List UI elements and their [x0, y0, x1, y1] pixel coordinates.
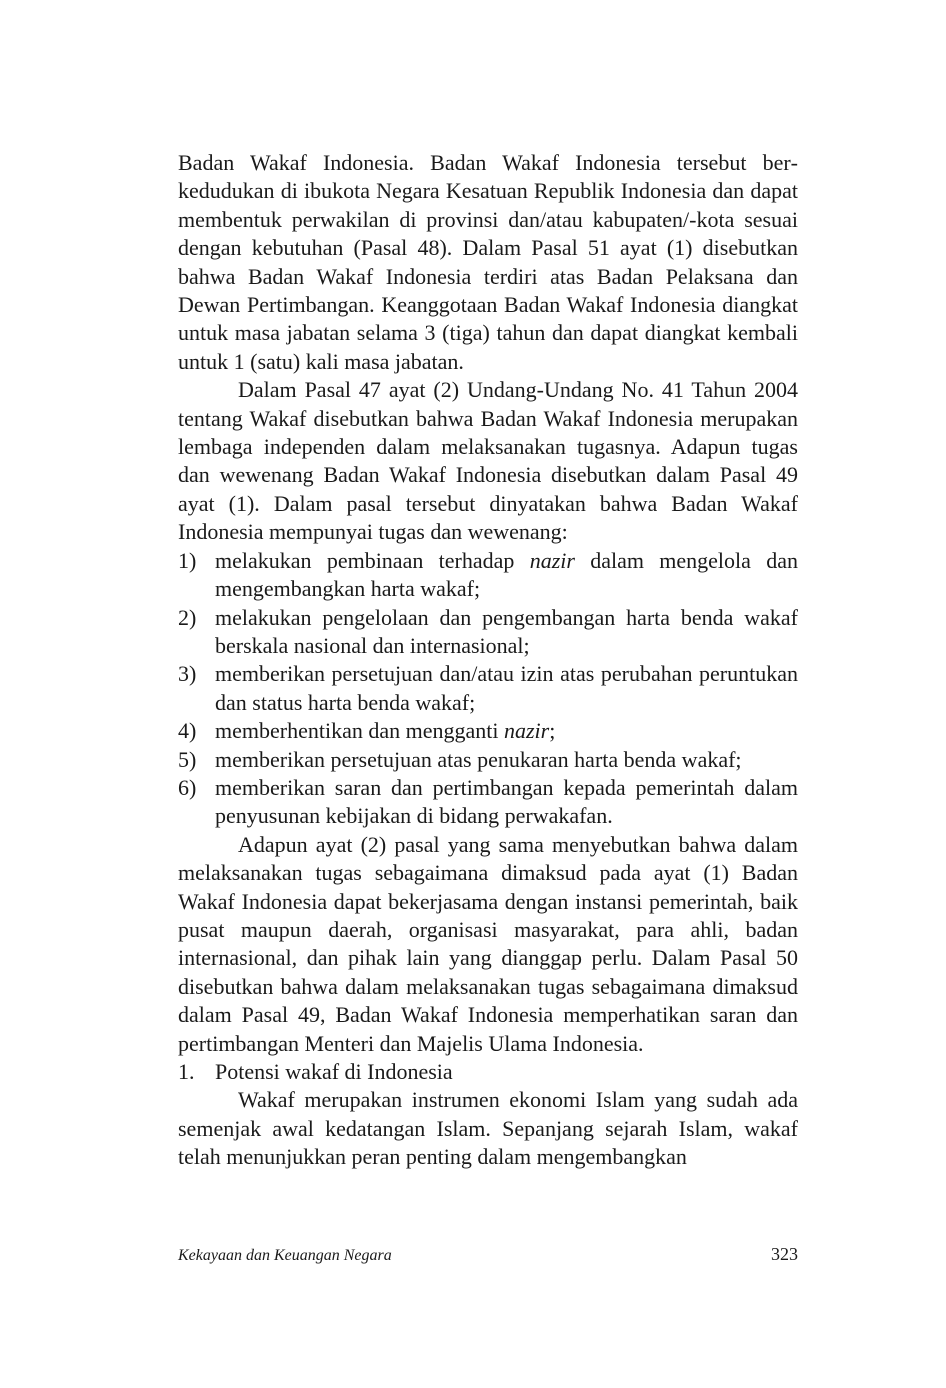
list-item: [178, 604, 798, 661]
list-item-text: memberikan persetujuan dan/atau izin atas perubahan peruntukan dan status harta benda wakaf;: [215, 661, 798, 715]
paragraph-2: Dalam Pasal 47 ayat (2) Undang-Undang No. 41 Tahun 2004 tentang Wakaf disebutkan bahwa Badan Wakaf Indonesia merupakan lembaga independen dalam melaksanakan tugasnya. Adapun tugas dan wewenang Badan Wakaf Indonesia disebutkan dalam Pasal 49 ayat (1). Dalam pasal tersebut dinyatakan bahwa Badan Wakaf Indonesia mempunyai tugas dan wewenang:: [178, 377, 798, 545]
list-item: [178, 717, 798, 745]
list-item-number: 6): [178, 774, 197, 800]
running-footer-title: Kekayaan dan Keuangan Negara: [178, 1247, 392, 1264]
list-item: [178, 774, 798, 831]
list-item-emphasis: nazir: [503, 718, 550, 744]
list-item: [178, 660, 798, 717]
section-heading: [178, 1058, 798, 1086]
section-heading-text: Potensi wakaf di Indonesia: [215, 1059, 453, 1084]
list-item-text-after: dalam mengelola dan mengembangkan harta wakaf;: [215, 547, 798, 602]
list-item-number: 3): [178, 661, 197, 687]
list-item-text: melakukan pengelolaan dan pengembangan harta benda wakaf berskala nasional dan internasional;: [215, 604, 798, 658]
list-item-number: 1): [178, 547, 197, 573]
paragraph-4: Wakaf merupakan instrumen ekonomi Islam yang sudah ada semenjak awal kedatangan Islam. Sepanjang sejarah Islam, wakaf telah menunjukkan peran penting dalam mengembangkan: [178, 1087, 798, 1170]
list-item-number: 5): [178, 746, 197, 772]
page-number: 323: [771, 1244, 798, 1264]
list-item-text: melakukan pembinaan terhadap: [215, 547, 530, 573]
list-item-number: 2): [178, 604, 197, 630]
list-item-number: 4): [178, 718, 197, 744]
duties-list: [178, 547, 798, 831]
list-item-emphasis: nazir: [529, 547, 575, 573]
page-footer: [178, 1244, 798, 1265]
paragraph-1: Badan Wakaf Indonesia. Badan Wakaf Indonesia tersebut berkedudukan di ibukota Negara Kesatuan Republik Indonesia dan dapat membentuk perwakilan di provinsi dan/atau kabupaten/-kota sesuai dengan kebutuhan (Pasal 48). Dalam Pasal 51 ayat (1) disebutkan bahwa Badan Wakaf Indonesia terdiri atas Badan Pelaksana dan Dewan Pertimbangan. Keanggotaan Badan Wakaf Indonesia diangkat untuk masa jabatan selama 3 (tiga) tahun dan dapat diangkat kembali untuk 1 (satu) kali masa jabatan.: [178, 150, 798, 374]
list-item-text-after: ;: [549, 718, 556, 744]
list-item-text: memberikan saran dan pertimbangan kepada pemerintah dalam penyusunan kebijakan di bidang perwakafan.: [215, 774, 798, 829]
list-item-text: memberhentikan dan mengganti: [215, 718, 504, 744]
section-heading-number: 1.: [178, 1059, 195, 1084]
page-body: [178, 149, 798, 1172]
paragraph-3: Adapun ayat (2) pasal yang sama menyebutkan bahwa dalam melaksanakan tugas sebagaimana dimaksud pada ayat (1) Badan Wakaf Indonesia dapat bekerjasama dengan instansi pemerintah, baik pusat maupun daerah, organisasi masyarakat, para ahli, badan internasional, dan pihak lain yang dianggap perlu. Dalam Pasal 50 disebutkan bahwa dalam melaksanakan tugas sebagaimana dimaksud dalam Pasal 49, Badan Wakaf Indonesia memperhatikan saran dan pertimbangan Menteri dan Majelis Ulama Indonesia.: [178, 831, 798, 1056]
list-item-text: memberikan persetujuan atas penukaran harta benda wakaf;: [215, 746, 742, 772]
list-item: [178, 746, 798, 774]
list-item: [178, 547, 798, 604]
